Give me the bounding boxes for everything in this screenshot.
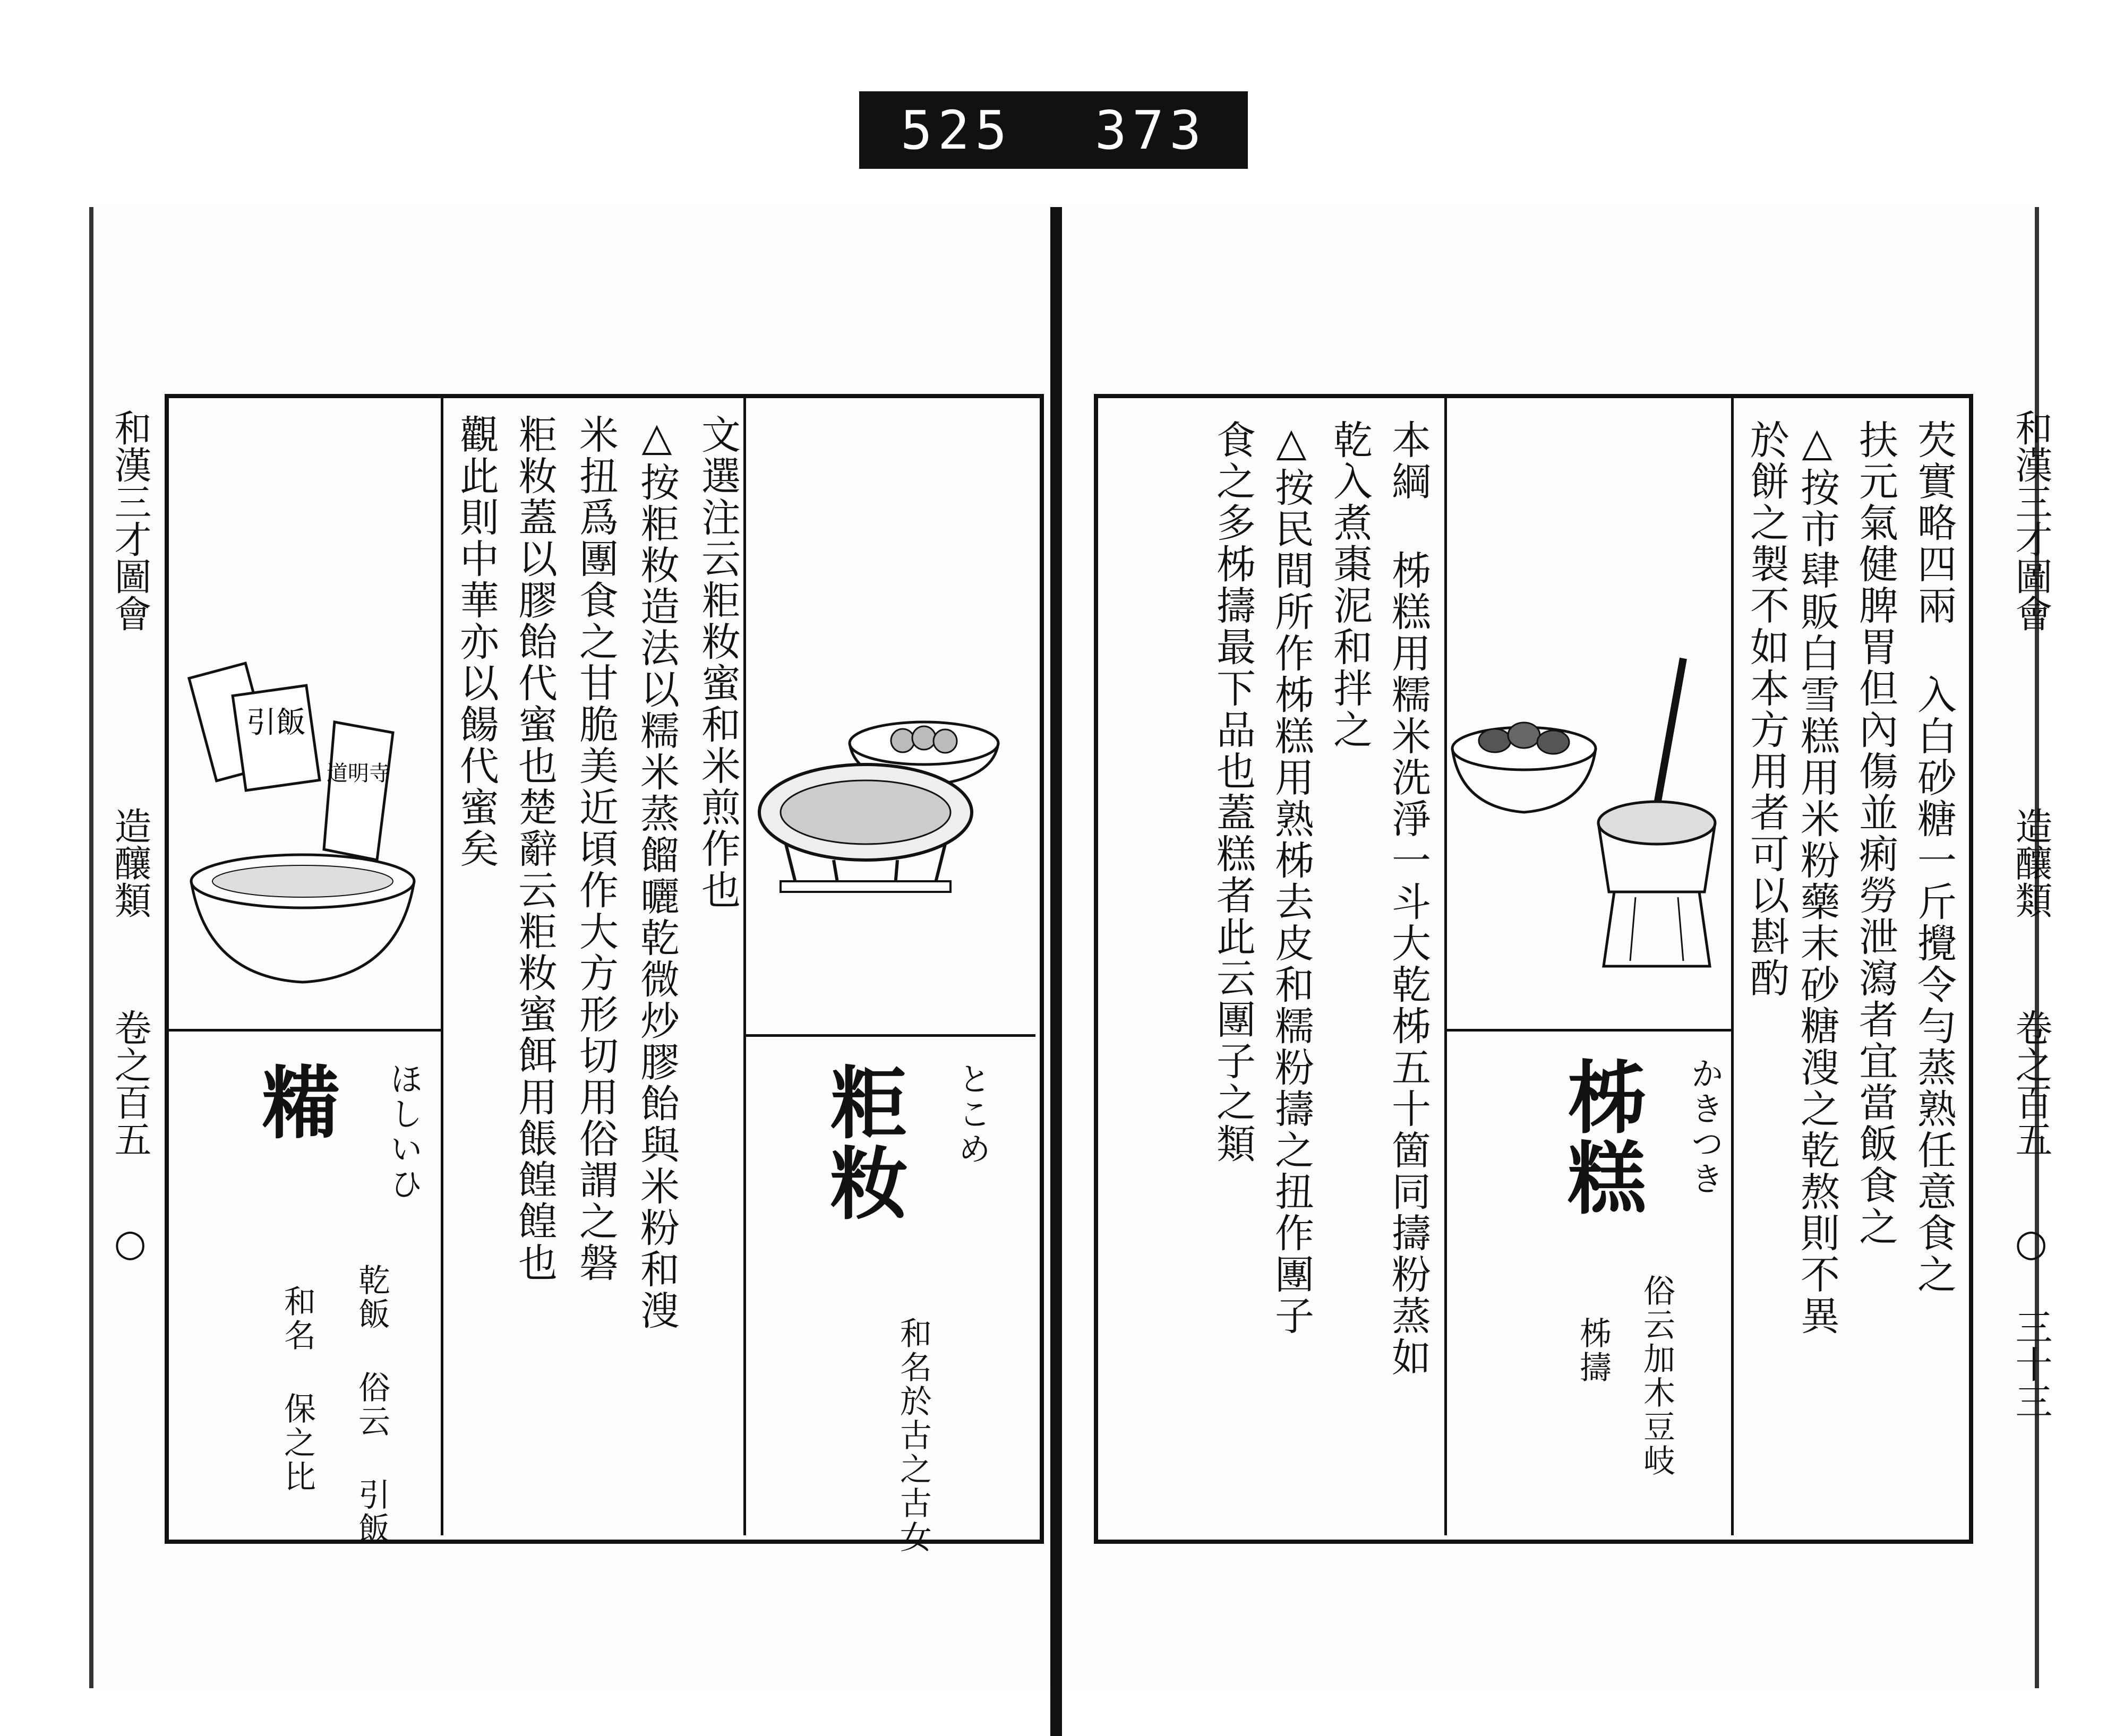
right-margin-title: 和漢三才圖會 [2009, 409, 2053, 632]
reference-number-label [859, 91, 1248, 169]
illus-label-domyoji: 道明寺 [327, 761, 390, 786]
right-entry-alt: 俗云加木豆岐 [1638, 1274, 1675, 1478]
right-text-col-5: 本綱 柹糕用糯米洗淨一斗大乾柹五十箇同擣粉蒸如 [1385, 419, 1431, 1378]
left-text-col-2: △按粔籹造法以糯米蒸餾曬乾微炒膠飴與米粉和溲 [634, 414, 680, 1331]
right-hdivider-1 [1447, 1029, 1731, 1032]
left-hdivider-2 [746, 1034, 1035, 1037]
ref-number-right: 373 [1094, 99, 1207, 161]
left-text-col-3: 米扭爲團食之甘脆美近頃作大方形切用俗謂之磐 [573, 414, 619, 1284]
right-text-col-3: △按市肆販白雪糕用米粉藥末砂糖溲之乾熬則不異 [1794, 419, 1840, 1337]
left-margin-section: 造釀類 [108, 807, 152, 918]
okoshi-illustration [749, 706, 1025, 940]
right-text-col-6: 乾入煮棗泥和拌之 [1327, 419, 1373, 751]
left-text-col-5: 觀此則中華亦以餳代蜜矣 [453, 414, 499, 870]
right-text-col-2: 扶元氣健脾胃但內傷並痢勞泄瀉者宜當飯食之 [1853, 419, 1898, 1248]
left-entry1-title: 粔籹 [817, 1062, 909, 1223]
left-text-col-1: 文選注云粔籹蜜和米煎作也 [695, 414, 741, 911]
mortar-pestle-illustration [1588, 648, 1736, 987]
right-text-col-4: 於餅之製不如本方用者可以斟酌 [1744, 419, 1789, 999]
dried-rice-illustration [175, 637, 441, 1009]
illus-label-hiki: 引飯 [246, 706, 306, 740]
ref-number-left: 525 [900, 99, 1013, 161]
right-margin-section: 造釀類 [2009, 807, 2053, 918]
left-hdivider-1 [169, 1029, 441, 1032]
left-entry1-wamyo: 和名於古之古女 [895, 1317, 932, 1554]
right-text-col-1: 芡實略四兩 入白砂糖一斤攪令勻蒸熟任意食之 [1911, 419, 1957, 1295]
right-entry-title: 柹糕 [1555, 1056, 1647, 1218]
right-entry-kana: かきつき [1685, 1056, 1724, 1197]
right-margin-volume: 卷之百五 [2009, 1009, 2053, 1157]
left-margin-title: 和漢三才圖會 [108, 409, 152, 632]
left-text-col-4: 粔籹蓋以膠飴代蜜也楚辭云粔籹蜜餌用餦餭餭也 [512, 414, 558, 1284]
right-text-col-7: △按民間所作柹糕用熟柹去皮和糯粉擣之扭作團子 [1269, 419, 1314, 1337]
left-entry2-alt: 乾飯 俗云 引飯 [353, 1264, 390, 1546]
persimmon-cake-bowl-illustration [1444, 701, 1604, 828]
right-text-col-8: 食之多柹擣最下品也蓋糕者此云團子之類 [1210, 419, 1256, 1165]
left-entry2-kana: ほしいひ [384, 1062, 423, 1202]
book-gutter [1050, 207, 1062, 1736]
left-entry2-wamyo: 和名 保之比 [279, 1285, 316, 1494]
left-entry2-title: 糒 [249, 1062, 341, 1142]
left-margin-folio: ○ [108, 1221, 152, 1265]
left-divider-1 [441, 394, 443, 1535]
right-margin-folio: ○ 三十三 [2009, 1221, 2053, 1420]
right-entry-alt2: 柹擣 [1574, 1317, 1612, 1385]
left-margin-volume: 卷之百五 [108, 1009, 152, 1157]
right-divider-1 [1444, 394, 1447, 1535]
left-entry1-kana: とこめ [953, 1062, 991, 1167]
